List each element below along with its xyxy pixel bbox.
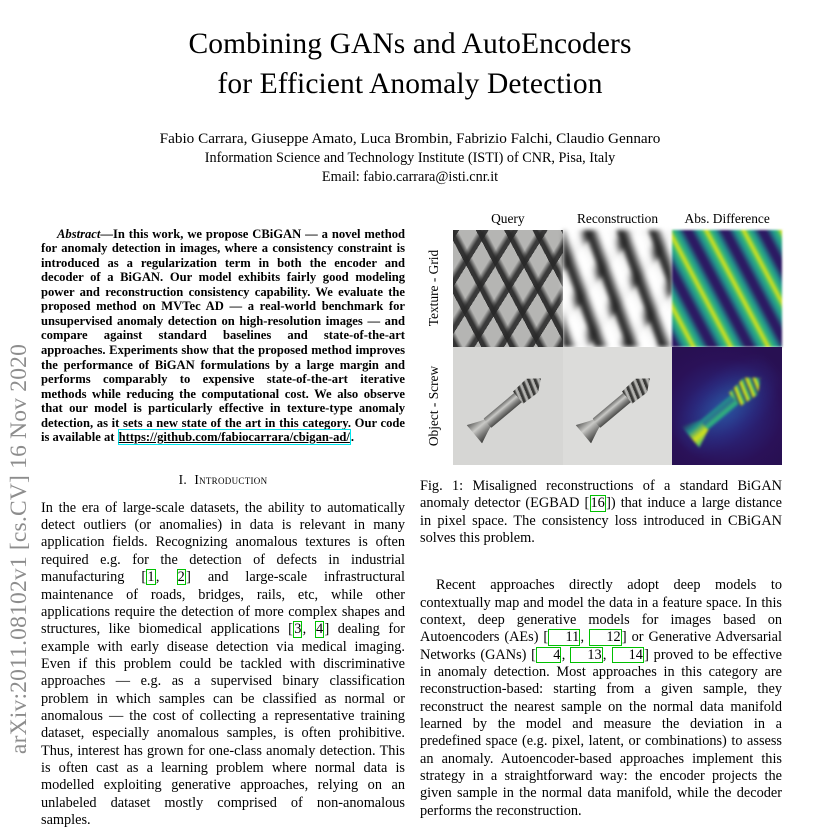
author-email: Email: fabio.carrara@isti.cnr.it [321,169,499,185]
intro-text-e: ] dealing for example with early disease detection via medical imaging. Even if this problem could be tackled with discriminative approaches — e.g. as a supervised binary classification problem in which samples can be classified as normal or anomalous — the cost of collecting a representative training dataset, especially anomalous samples, is often prohibitive. Thus, interest has grown for one-class anomaly detection. This is often cast as a learning problem where normal data is modelled exploiting generative approaches, relying on an unlabeled dataset mostly comprised of non-anomalous samples. [41,621,405,828]
author-names: Fabio Carrara, Giuseppe Amato, Luca Brombin, Fabrizio Falchi, Claudio Gennaro [159,130,661,147]
left-column [41,214,405,829]
abstract-text-1: —In this work, we propose CBiGAN — a novel method for anomaly detection in images, where a consistency constraint is introduced as a regularization term in both the encoder and decoder of a BiGAN. Our model exhibits fairly good modeling power and reconstruction consistency capability. We evaluate the proposed method on MVTec AD — a real-world benchmark for unsupervised anomaly detection on high-resolution images — and compare against standard baselines and state-of-the-art approaches. Experiments show that the proposed method improves the performance of BiGAN formulations by a large margin and performs comparably to expensive state-of-the-art iterative methods while reducing the computational cost. We also observe that our model is particularly effective in texture-type anomaly detection, as it sets a new state of the art in this category. Our code is available at [41,226,405,445]
title-line-2: for Efficient Anomaly Detection [217,68,603,100]
abstract-text-2: . [350,430,355,445]
figure-caption-label: Fig. 1: [420,478,464,494]
figure-row-labels [420,230,453,465]
figure-panel-texture-difference [672,230,782,347]
section-number: I. [178,471,188,487]
citation-link-4[interactable]: 4 [316,621,324,638]
intro-text-b: , [155,569,177,586]
citation-link-13[interactable]: 13 [570,647,602,663]
section-heading-introduction [41,472,405,488]
page-title [40,24,780,104]
citation-link-12[interactable]: 12 [589,629,621,645]
figure-panel-screw-reconstruction [563,347,673,465]
arxiv-stamp: arXiv:2011.08102v1 [cs.CV] 16 Nov 2020 [6,343,32,755]
screw-shape-reconstruction [577,370,657,442]
intro-paragraph-1 [41,500,405,829]
intro-text-a: In the era of large-scale datasets, the ability to automatically detect outliers (or anomalies) in data is relevant in many application fields. Recognizing anomalous textures is often required e.g. for the detection of defects in industrial manufacturing [ [41,499,405,586]
right-text-c: ] or Generative Adversarial Networks (GANs) [ [420,629,782,663]
figure-caption [420,478,782,547]
citation-link-14[interactable]: 14 [612,647,644,663]
code-url-link[interactable]: https://github.com/fabiocarrara/cbigan-ad/ [118,430,350,445]
citation-link-2[interactable]: 2 [177,569,185,586]
author-block [40,129,780,187]
right-text-e: , [602,646,612,663]
figure-header-abs-difference: Abs. Difference [684,211,770,226]
section-title: Introduction [194,471,268,487]
figure-panel-screw-difference [672,347,782,465]
abstract-label: Abstract [57,226,101,241]
right-text-f: ] proved to be effective in anomaly detection. Most approaches in this category are reconstruction-based: starting from a given sample, they reconstruct the nearest sample on the normal data manifold learned by the model and measure the deviation in a predefined space (e.g. pixel, latent, or combinations) to assess an anomaly. Autoencoder-based approaches implement this strategy in a straightforward way: the encoder projects the given sample in the normal data manifold, while the decoder performs the reconstruction. [420,646,783,819]
figure-panel-texture-reconstruction [563,230,673,347]
intro-text-c: ] and large-scale infrastructural maintenance of roads, bridges, rails, etc, while other applications require the detection of more complex shapes and structures, like biomedical applications [ [41,569,405,638]
figure-image-grid [453,230,782,465]
citation-link-1[interactable]: 1 [147,569,155,586]
figure-row-label-texture-grid: Texture - Grid [426,249,441,327]
abstract-paragraph [41,227,405,445]
citation-link-4b[interactable]: 4 [536,647,561,663]
citation-link-16[interactable]: 16 [590,495,605,512]
right-column [420,210,782,820]
title-line-1: Combining GANs and AutoEncoders [188,28,632,60]
citation-link-3[interactable]: 3 [294,621,302,638]
right-column-paragraph-1 [420,577,782,820]
author-affiliation: Information Science and Technology Institute (ISTI) of CNR, Pisa, Italy [204,150,616,166]
figure-column-headers [453,210,782,230]
figure-caption-text-b: ]) that induce a large distance in pixel space. The consistency loss introduced in CBiGAN solves this problem. [420,495,782,546]
screw-shape-query [468,370,548,442]
citation-link-11[interactable]: 11 [548,629,580,645]
figure-header-reconstruction: Reconstruction [576,211,659,226]
figure-header-query: Query [491,211,525,226]
right-text-a: Recent approaches directly adopt deep models to contextually map and model the data in a feature space. In this context, deep generative models for images based on Autoencoders (AEs) [ [420,577,782,646]
figure-panel-texture-query [453,230,563,347]
figure-image-grid-wrapper [426,230,782,465]
figure-caption-text-a: Misaligned reconstructions of a standard BiGAN anomaly detector (EGBAD [ [420,478,782,512]
intro-text-d: , [302,621,315,638]
figure-panel-screw-query [453,347,563,465]
right-text-b: , [580,629,590,646]
figure-row-label-object-screw: Object - Screw [426,365,441,447]
right-text-d: , [561,646,571,663]
figure-1 [420,210,782,547]
